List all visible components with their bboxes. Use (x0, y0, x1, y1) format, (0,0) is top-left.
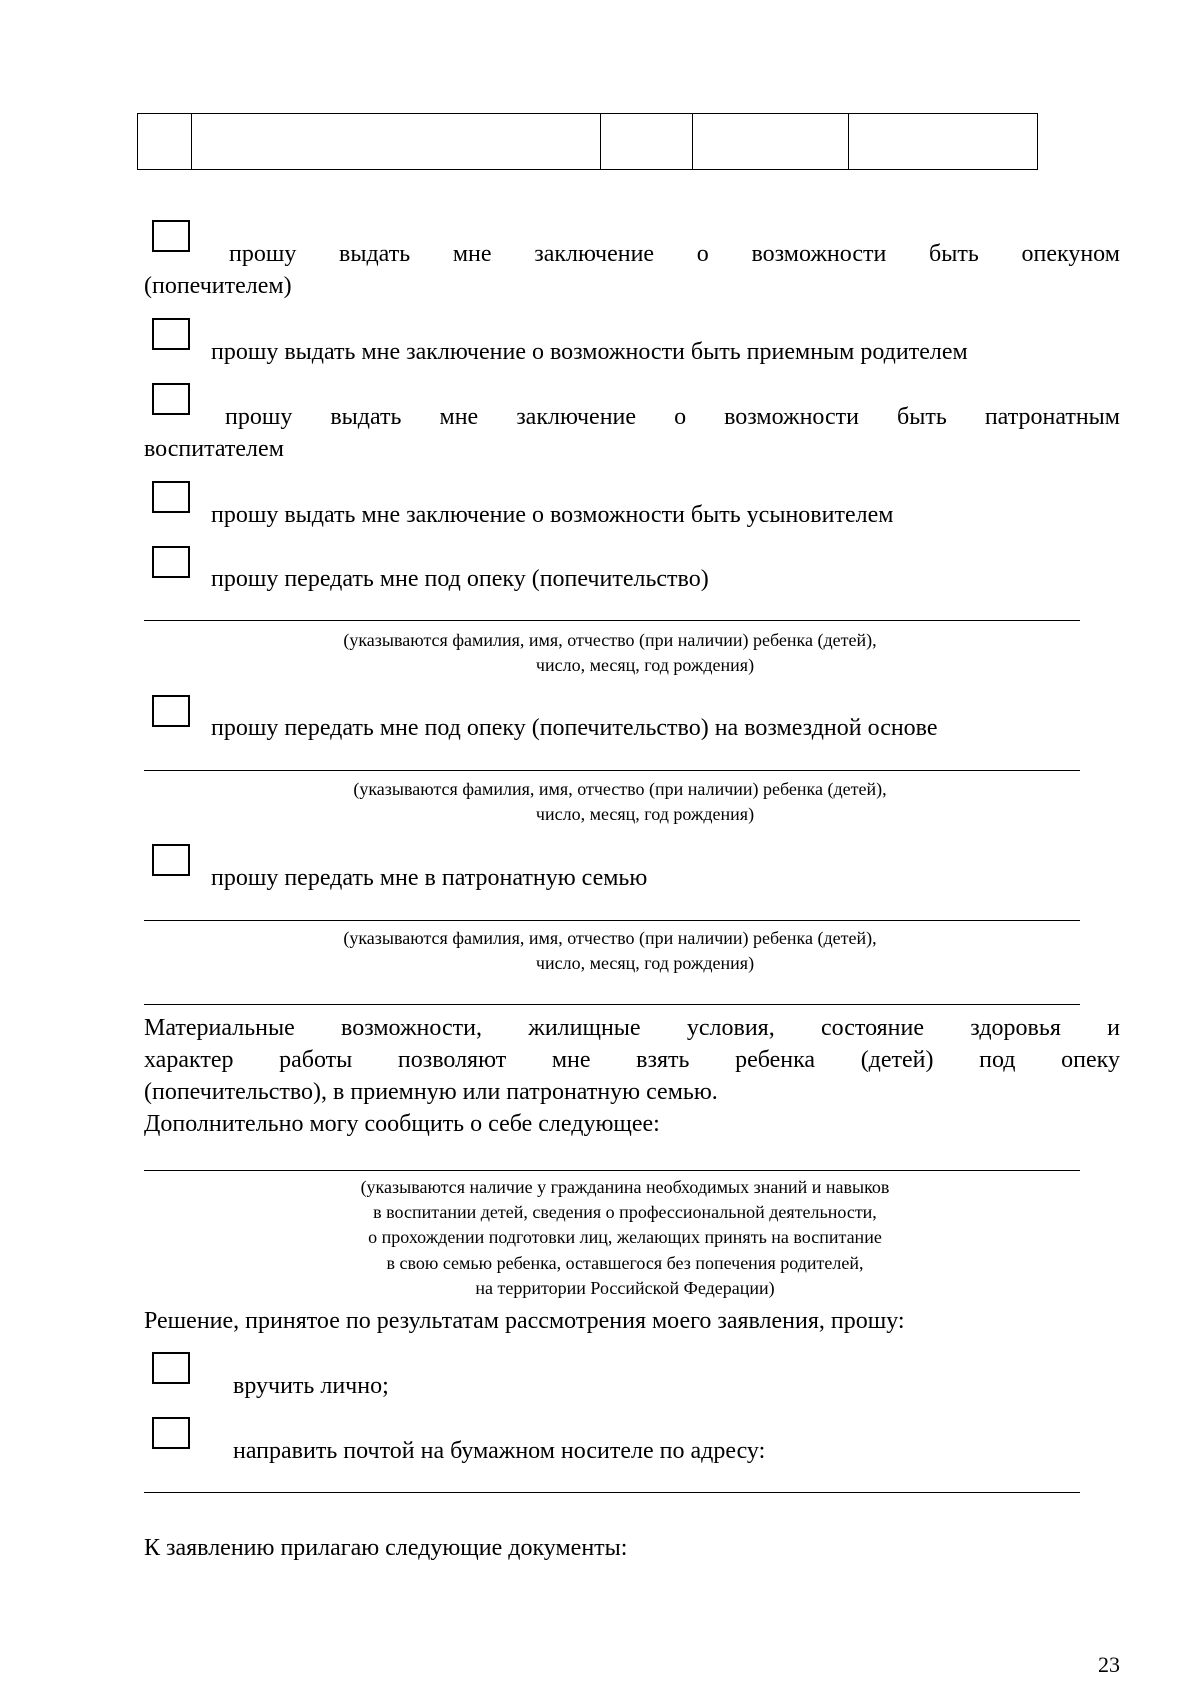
fill-line-child-3[interactable] (144, 920, 1080, 921)
word: ребенка (735, 1047, 816, 1073)
checkbox-guardian-conclusion[interactable] (152, 220, 190, 252)
child-note-line1: (указываются фамилия, имя, отчество (при наличии) ребенка (детей), (343, 630, 877, 650)
table-cell[interactable] (693, 114, 849, 170)
child-note-line1: (указываются фамилия, имя, отчество (при наличии) ребенка (детей), (353, 779, 887, 799)
word: жилищные (528, 1015, 641, 1041)
word: взять (636, 1047, 690, 1073)
word: и (1107, 1015, 1120, 1041)
word: быть (897, 404, 947, 430)
material-paragraph (144, 1012, 1120, 1140)
option-patronage-conclusion-cont: воспитателем (144, 436, 284, 462)
word: патронатным (984, 404, 1120, 430)
child-note-line2: число, месяц, год рождения) (535, 804, 755, 824)
word: мне (452, 241, 492, 267)
material-line3: (попечительство), в приемную или патронатную семью. (144, 1079, 718, 1105)
word: (детей) (860, 1047, 934, 1073)
separator-line (144, 1004, 1080, 1005)
checkbox-transfer-guardianship[interactable] (152, 546, 190, 578)
material-line4: Дополнительно могу сообщить о себе следующее: (144, 1111, 660, 1137)
option-guardian-conclusion-cont: (попечителем) (144, 273, 292, 299)
checkbox-patronage-family[interactable] (152, 844, 190, 876)
table-cell[interactable] (601, 114, 693, 170)
option-patronage-conclusion-line (225, 401, 1120, 433)
table-cell[interactable] (192, 114, 601, 170)
table-cell[interactable] (138, 114, 192, 170)
word: быть (929, 241, 979, 267)
child-note-line2: число, месяц, год рождения) (535, 953, 755, 973)
word: о (696, 241, 709, 267)
option-transfer-guardianship: прошу передать мне под опеку (попечительство) (211, 566, 709, 592)
checkbox-patronage-conclusion[interactable] (152, 383, 190, 415)
word: опекуном (1021, 241, 1120, 267)
child-note-line1: (указываются фамилия, имя, отчество (при наличии) ребенка (детей), (343, 928, 877, 948)
option-deliver-in-person: вручить лично; (233, 1373, 389, 1399)
word: мне (439, 404, 479, 430)
extra-note-line4: в свою семью ребенка, оставшегося без попечения родителей, (386, 1253, 864, 1273)
extra-note-line1: (указываются наличие у гражданина необходимых знаний и навыков (360, 1177, 890, 1197)
material-line2 (144, 1044, 1120, 1076)
word: под (979, 1047, 1016, 1073)
page-number: 23 (1098, 1652, 1120, 1677)
word: мне (551, 1047, 591, 1073)
word: Материальные (144, 1015, 295, 1041)
word: прошу (229, 241, 297, 267)
word: здоровья (970, 1015, 1061, 1041)
word: прошу (225, 404, 293, 430)
fill-line-address[interactable] (144, 1492, 1080, 1493)
option-transfer-paid-guardianship: прошу передать мне под опеку (попечительство) на возмездной основе (211, 715, 938, 741)
word: возможности (751, 241, 887, 267)
fill-line-child-1[interactable] (144, 620, 1080, 621)
word: заключение (534, 241, 655, 267)
checkbox-transfer-paid-guardianship[interactable] (152, 695, 190, 727)
child-note-line2: число, месяц, год рождения) (535, 655, 755, 675)
header-table (137, 113, 1038, 170)
word: условия, (686, 1015, 775, 1041)
option-send-by-mail: направить почтой на бумажном носителе по адресу: (233, 1438, 766, 1464)
checkbox-deliver-in-person[interactable] (152, 1352, 190, 1384)
extra-note-line2: в воспитании детей, сведения о профессиональной деятельности, (373, 1202, 877, 1222)
word: выдать (339, 241, 411, 267)
option-foster-parent-conclusion: прошу выдать мне заключение о возможности быть приемным родителем (211, 339, 968, 365)
option-guardian-conclusion-line (229, 238, 1120, 270)
word: работы (279, 1047, 353, 1073)
word: возможности, (341, 1015, 482, 1041)
checkbox-adoptive-conclusion[interactable] (152, 481, 190, 513)
option-patronage-family: прошу передать мне в патронатную семью (211, 865, 648, 891)
word: о (674, 404, 687, 430)
extra-note-line3: о прохождении подготовки лиц, желающих принять на воспитание (368, 1227, 882, 1247)
word: состояние (821, 1015, 924, 1041)
decision-heading: Решение, принятое по результатам рассмотрения моего заявления, прошу: (144, 1308, 905, 1334)
extra-note-line5: на территории Российской Федерации) (475, 1278, 775, 1298)
fill-line-additional[interactable] (144, 1170, 1080, 1171)
word: позволяют (397, 1047, 507, 1073)
word: заключение (516, 404, 637, 430)
word: возможности (724, 404, 859, 430)
checkbox-foster-parent-conclusion[interactable] (152, 318, 190, 350)
word: характер (144, 1047, 234, 1073)
checkbox-send-by-mail[interactable] (152, 1417, 190, 1449)
material-line1 (144, 1012, 1120, 1044)
word: выдать (330, 404, 402, 430)
fill-line-child-2[interactable] (144, 770, 1080, 771)
table-cell[interactable] (849, 114, 1038, 170)
option-adoptive-conclusion: прошу выдать мне заключение о возможности быть усыновителем (211, 502, 894, 528)
word: опеку (1061, 1047, 1120, 1073)
attachments-heading: К заявлению прилагаю следующие документы: (144, 1535, 628, 1561)
